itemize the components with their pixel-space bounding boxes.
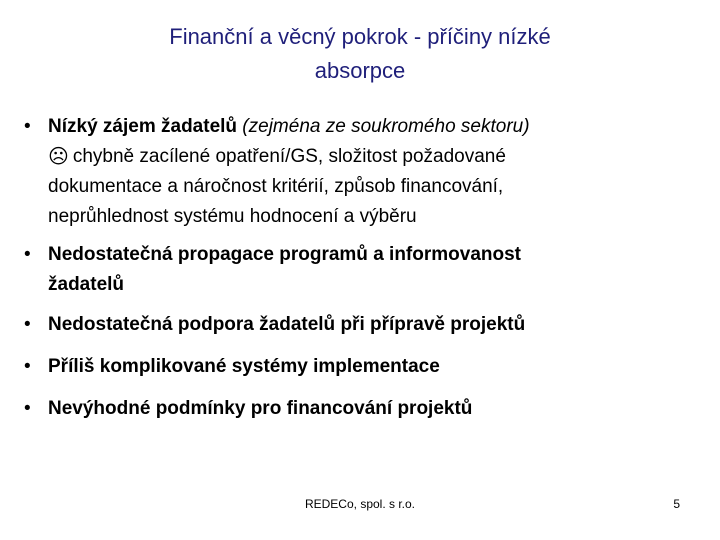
slide-title [60, 20, 660, 88]
page-number: 5 [673, 497, 680, 511]
footer-company: REDECo, spol. s r.o. [304, 497, 416, 511]
bullet-detail-line-1: chybně zacílené opatření/GS, složitost požadované [72, 146, 506, 167]
bullet-detail [48, 142, 684, 172]
slide-title-line-1: Finanční a věcný pokrok - příčiny nízké [169, 24, 551, 49]
bullet-item-implementation [24, 352, 684, 382]
bullet-text-line-1: Nedostatečná propagace programů a informovanost [48, 244, 521, 265]
slide-title-line-2: absorpce [314, 58, 406, 83]
bullet-text: Nevýhodné podmínky pro financování projektů [48, 398, 473, 419]
bullet-item-low-interest [24, 112, 684, 232]
bullet-item-financing [24, 394, 684, 424]
bullet-text: Nedostatečná podpora žadatelů při přípravě projektů [48, 314, 526, 335]
bullet-icon: • [24, 356, 31, 377]
frown-face-icon: ☹ [48, 146, 69, 168]
bullet-detail-line-3: neprůhlednost systému hodnocení a výběru [48, 206, 417, 227]
bullet-item-promotion [24, 240, 684, 300]
bullet-list [24, 112, 684, 424]
bullet-item-support [24, 310, 684, 340]
bullet-icon: • [24, 314, 31, 335]
bullet-icon: • [24, 244, 31, 265]
bullet-icon: • [24, 116, 31, 137]
bullet-text: Příliš komplikované systémy implementace [48, 356, 440, 377]
bullet-detail-line-2: dokumentace a náročnost kritérií, způsob financování, [48, 176, 504, 197]
bullet-icon: • [24, 398, 31, 419]
bullet-text-line-2: žadatelů [48, 274, 125, 295]
bullet-heading: Nízký zájem žadatelů [48, 116, 238, 137]
bullet-note: (zejména ze soukromého sektoru) [237, 116, 530, 137]
